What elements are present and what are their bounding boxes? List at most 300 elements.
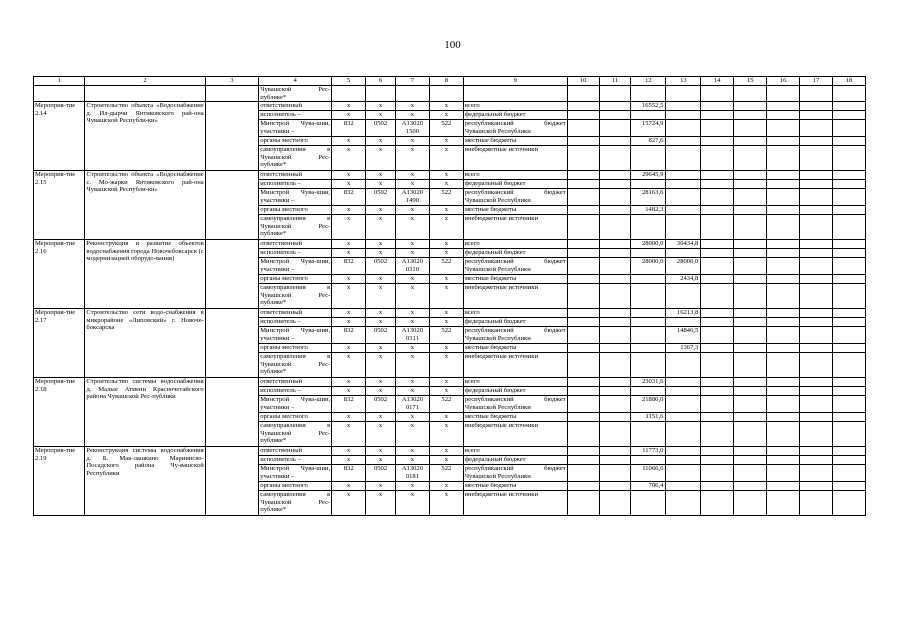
table-cell	[701, 482, 734, 491]
funding-source: внебюджетные источники	[463, 353, 567, 378]
table-row	[34, 378, 866, 387]
code-cell: x	[366, 275, 396, 284]
code-cell: 0502	[366, 465, 396, 482]
table-cell	[567, 189, 599, 206]
table-cell	[832, 120, 865, 137]
table-cell	[567, 482, 599, 491]
table-cell	[800, 240, 833, 249]
funding-source: всего	[463, 240, 567, 249]
code-cell: x	[332, 206, 366, 215]
amount-cell	[666, 146, 701, 171]
executor-cell: самоуправления в Чувашской Рес-публике*	[259, 215, 332, 240]
code-cell: x	[332, 284, 366, 309]
table-cell	[767, 275, 800, 284]
table-cell	[734, 206, 767, 215]
executor-cell: исполнитель –	[259, 318, 332, 327]
table-cell	[767, 180, 800, 189]
table-cell	[701, 491, 734, 516]
table-cell	[567, 353, 599, 378]
amount-cell	[666, 180, 701, 189]
table-cell	[567, 318, 599, 327]
amount-cell: 28000,0	[666, 258, 701, 275]
funding-source: всего	[463, 378, 567, 387]
code-cell: x	[332, 482, 366, 491]
table-cell	[599, 171, 631, 180]
amount-cell: 28163,6	[631, 189, 666, 206]
table-cell	[332, 86, 366, 102]
table-cell	[767, 146, 800, 171]
code-cell: x	[395, 447, 429, 456]
table-cell	[701, 447, 734, 456]
table-cell	[599, 284, 631, 309]
table-cell	[800, 86, 833, 102]
code-cell: x	[395, 240, 429, 249]
table-cell	[701, 189, 734, 206]
code-cell: x	[395, 344, 429, 353]
executor-cell: Минстрой Чува-шии, участники –	[260, 120, 331, 135]
column-number: 7	[395, 77, 429, 86]
code-cell: 832	[332, 327, 366, 344]
code-cell: x	[366, 378, 396, 387]
table-cell	[701, 378, 734, 387]
code-cell: 832	[332, 258, 366, 275]
table-cell	[767, 353, 800, 378]
table-cell	[599, 189, 631, 206]
event-name: Реконструкция системы водоснабжения д. Б. Мак-лашкино Мариинско-Посадского района Чу-вашской Республики	[85, 447, 205, 516]
code-cell: x	[332, 491, 366, 516]
table-cell	[767, 465, 800, 482]
column-number: 4	[259, 77, 332, 86]
table-row	[34, 309, 866, 318]
code-cell: А13020 0310	[395, 258, 429, 275]
code-cell: x	[395, 180, 429, 189]
code-cell: А13020 0181	[395, 465, 429, 482]
amount-cell	[631, 318, 666, 327]
table-cell	[767, 137, 800, 146]
amount-cell	[666, 353, 701, 378]
code-cell: x	[395, 413, 429, 422]
table-cell	[567, 284, 599, 309]
table-cell	[767, 482, 800, 491]
table-cell	[701, 180, 734, 189]
amount-cell	[631, 387, 666, 396]
amount-cell	[666, 465, 701, 482]
table-cell	[734, 171, 767, 180]
table-cell	[734, 309, 767, 318]
table-cell	[800, 456, 833, 465]
table-cell	[800, 171, 833, 180]
table-cell	[767, 491, 800, 516]
code-cell: 0502	[366, 120, 396, 137]
code-cell: x	[366, 456, 396, 465]
funding-source: местные бюджеты	[463, 206, 567, 215]
amount-cell	[666, 189, 701, 206]
table-cell	[701, 422, 734, 447]
table-cell	[800, 327, 833, 344]
code-cell: x	[366, 137, 396, 146]
table-cell	[567, 387, 599, 396]
code-cell: x	[366, 309, 396, 318]
table-cell	[832, 327, 865, 344]
amount-cell	[631, 249, 666, 258]
code-cell: x	[429, 240, 463, 249]
table-cell	[567, 249, 599, 258]
column-number-row	[34, 77, 866, 86]
code-cell: x	[366, 111, 396, 120]
code-cell: x	[366, 171, 396, 180]
code-cell: x	[429, 180, 463, 189]
code-cell: x	[429, 309, 463, 318]
funding-source: федеральный бюджет	[463, 180, 567, 189]
code-cell: x	[332, 102, 366, 111]
executor-cell: ответственный	[259, 240, 332, 249]
funding-source: федеральный бюджет	[463, 111, 567, 120]
table-cell	[567, 102, 599, 111]
code-cell: x	[429, 344, 463, 353]
amount-cell	[666, 378, 701, 387]
table-cell	[599, 86, 631, 102]
table-cell	[767, 249, 800, 258]
amount-cell	[631, 275, 666, 284]
table-cell	[800, 137, 833, 146]
table-cell	[701, 102, 734, 111]
amount-cell: 16552,5	[631, 102, 666, 111]
code-cell: 522	[429, 189, 463, 206]
amount-cell: 15724,9	[631, 120, 666, 137]
funding-source: всего	[463, 447, 567, 456]
table-cell	[800, 180, 833, 189]
table-cell	[599, 327, 631, 344]
page-number: 100	[444, 39, 461, 51]
code-cell: А13020 1500	[395, 120, 429, 137]
table-cell	[34, 86, 85, 102]
amount-cell	[666, 284, 701, 309]
amount-cell	[631, 215, 666, 240]
table-cell	[800, 102, 833, 111]
column-number: 3	[205, 77, 258, 86]
amount-cell: 827,6	[631, 137, 666, 146]
executor-cell: ответственный	[259, 378, 332, 387]
funding-source: внебюджетные источники	[463, 146, 567, 171]
event-name: Строительство системы водоснабжения д. Малые Атмени Красночетайского района Чувашской Рес-публики	[85, 378, 205, 447]
table-cell	[567, 344, 599, 353]
table-cell	[599, 309, 631, 318]
table-cell	[832, 137, 865, 146]
table-cell	[701, 344, 734, 353]
code-cell: x	[332, 309, 366, 318]
table-cell	[599, 206, 631, 215]
table-cell	[701, 240, 734, 249]
code-cell: x	[429, 422, 463, 447]
code-cell: x	[429, 206, 463, 215]
table-cell	[205, 240, 258, 309]
table-cell	[832, 309, 865, 318]
code-cell: 522	[429, 120, 463, 137]
table-cell	[85, 86, 205, 102]
table-cell	[832, 447, 865, 456]
table-cell	[800, 309, 833, 318]
code-cell: 832	[332, 465, 366, 482]
code-cell: x	[332, 353, 366, 378]
code-cell: 832	[332, 189, 366, 206]
code-cell: x	[395, 456, 429, 465]
table-cell	[599, 249, 631, 258]
table-cell	[734, 413, 767, 422]
table-cell	[567, 137, 599, 146]
amount-cell	[666, 422, 701, 447]
amount-cell	[666, 456, 701, 465]
table-cell	[832, 240, 865, 249]
code-cell: x	[332, 240, 366, 249]
table-cell	[701, 258, 734, 275]
amount-cell	[666, 171, 701, 180]
table-cell	[366, 86, 396, 102]
amount-cell	[631, 422, 666, 447]
table-cell	[599, 111, 631, 120]
table-cell	[599, 387, 631, 396]
table-cell	[832, 378, 865, 387]
code-cell: x	[366, 206, 396, 215]
table-cell	[701, 111, 734, 120]
table-cell	[767, 206, 800, 215]
amount-cell: 1482,3	[631, 206, 666, 215]
code-cell: x	[395, 171, 429, 180]
table-cell	[599, 102, 631, 111]
column-number: 11	[599, 77, 631, 86]
table-cell	[800, 482, 833, 491]
code-cell: x	[395, 275, 429, 284]
amount-cell	[666, 120, 701, 137]
executor-cell: самоуправления в Чувашской Рес-публике*	[259, 353, 332, 378]
table-cell	[701, 215, 734, 240]
table-cell	[767, 456, 800, 465]
amount-cell	[666, 137, 701, 146]
table-cell	[701, 86, 734, 102]
table-cell	[767, 396, 800, 413]
table-cell	[599, 456, 631, 465]
executor-cell: органы местного	[259, 137, 332, 146]
executor-cell: ответственный	[259, 309, 332, 318]
code-cell: x	[395, 102, 429, 111]
table-cell	[567, 258, 599, 275]
table-cell	[734, 189, 767, 206]
table-cell	[701, 275, 734, 284]
table-cell	[205, 309, 258, 378]
code-cell: x	[366, 422, 396, 447]
code-cell: x	[429, 318, 463, 327]
code-cell: x	[366, 240, 396, 249]
code-cell: 522	[429, 396, 463, 413]
table-cell	[599, 146, 631, 171]
table-cell	[567, 413, 599, 422]
code-cell: x	[429, 275, 463, 284]
code-cell: x	[366, 249, 396, 258]
table-cell	[767, 387, 800, 396]
code-cell: x	[429, 249, 463, 258]
code-cell: x	[429, 111, 463, 120]
table-cell	[734, 275, 767, 284]
table-cell	[767, 327, 800, 344]
code-cell: x	[429, 482, 463, 491]
executor-cell: исполнитель –	[259, 456, 332, 465]
code-cell: 832	[332, 120, 366, 137]
table-cell	[701, 206, 734, 215]
table-cell	[599, 353, 631, 378]
amount-cell: 11773,0	[631, 447, 666, 456]
code-cell: x	[366, 353, 396, 378]
table-cell	[734, 387, 767, 396]
code-cell: x	[332, 146, 366, 171]
table-cell	[567, 215, 599, 240]
table-cell	[832, 353, 865, 378]
table-cell	[767, 344, 800, 353]
executor-cell: органы местного	[259, 482, 332, 491]
table-cell	[832, 318, 865, 327]
column-number: 6	[366, 77, 396, 86]
table-cell	[734, 327, 767, 344]
funding-source: республиканский бюджет Чувашской Республики	[464, 327, 566, 342]
funding-source: внебюджетные источники	[463, 284, 567, 309]
table-cell	[599, 422, 631, 447]
code-cell: x	[395, 309, 429, 318]
code-cell: x	[366, 413, 396, 422]
code-cell: x	[332, 180, 366, 189]
code-cell: x	[395, 422, 429, 447]
executor-cell: Чувашской Рес-публике*	[260, 86, 331, 101]
table-cell	[832, 249, 865, 258]
funding-source: республиканский бюджет Чувашской Республики	[464, 258, 566, 273]
amount-cell: 21880,0	[631, 396, 666, 413]
amount-cell	[666, 482, 701, 491]
table-cell	[599, 180, 631, 189]
table-row	[34, 240, 866, 249]
table-cell	[567, 465, 599, 482]
table-cell	[800, 447, 833, 456]
table-cell	[832, 215, 865, 240]
table-cell	[767, 258, 800, 275]
table-cell	[599, 215, 631, 240]
funding-source: внебюджетные источники	[463, 491, 567, 516]
table-cell	[734, 240, 767, 249]
executor-cell: исполнитель –	[259, 249, 332, 258]
code-cell: x	[366, 102, 396, 111]
funding-source: федеральный бюджет	[463, 387, 567, 396]
table-cell	[599, 482, 631, 491]
code-cell: x	[366, 482, 396, 491]
table-cell	[832, 171, 865, 180]
code-cell: x	[366, 215, 396, 240]
executor-cell: Минстрой Чува-шии, участники –	[260, 465, 331, 480]
table-cell	[832, 344, 865, 353]
amount-cell: 14846,5	[666, 327, 701, 344]
table-cell	[567, 456, 599, 465]
table-cell	[800, 284, 833, 309]
funding-source: федеральный бюджет	[463, 318, 567, 327]
event-name: Реконструкция и развитие объектов водоснабжения города Новочебоксарск (с модернизацией оборудо-вания)	[85, 240, 205, 309]
table-cell	[800, 249, 833, 258]
table-row	[34, 447, 866, 456]
code-cell: x	[366, 387, 396, 396]
budget-table	[33, 76, 866, 516]
executor-cell: органы местного	[259, 206, 332, 215]
table-cell	[832, 387, 865, 396]
table-cell	[767, 284, 800, 309]
table-cell	[734, 249, 767, 258]
table-cell	[800, 258, 833, 275]
code-cell: x	[366, 447, 396, 456]
table-cell	[767, 447, 800, 456]
table-cell	[734, 258, 767, 275]
code-cell: x	[429, 378, 463, 387]
table-cell	[701, 396, 734, 413]
table-cell	[767, 378, 800, 387]
column-number: 8	[429, 77, 463, 86]
executor-cell: органы местного	[259, 413, 332, 422]
amount-cell	[631, 327, 666, 344]
table-cell	[832, 482, 865, 491]
table-cell	[567, 327, 599, 344]
table-row	[34, 171, 866, 180]
table-cell	[599, 491, 631, 516]
code-cell: x	[332, 378, 366, 387]
code-cell: x	[429, 387, 463, 396]
table-cell	[767, 215, 800, 240]
funding-source: республиканский бюджет Чувашской Республики	[464, 465, 566, 480]
column-number: 9	[463, 77, 567, 86]
column-number: 12	[631, 77, 666, 86]
table-cell	[767, 111, 800, 120]
table-cell	[767, 120, 800, 137]
code-cell: x	[395, 249, 429, 258]
code-cell: x	[395, 482, 429, 491]
amount-cell	[666, 491, 701, 516]
funding-source: внебюджетные источники	[463, 422, 567, 447]
table-cell	[631, 86, 666, 102]
amount-cell	[631, 353, 666, 378]
code-cell: x	[429, 215, 463, 240]
table-cell	[734, 344, 767, 353]
table-cell	[701, 249, 734, 258]
code-cell: x	[332, 249, 366, 258]
code-cell: x	[395, 146, 429, 171]
column-number: 15	[734, 77, 767, 86]
table-cell	[567, 146, 599, 171]
table-cell	[832, 189, 865, 206]
funding-source: местные бюджеты	[463, 482, 567, 491]
table-cell	[734, 180, 767, 189]
code-cell: x	[429, 284, 463, 309]
amount-cell	[631, 111, 666, 120]
amount-cell	[666, 206, 701, 215]
table-cell	[832, 86, 865, 102]
table-cell	[734, 284, 767, 309]
amount-cell	[666, 102, 701, 111]
table-cell	[800, 146, 833, 171]
table-cell	[800, 215, 833, 240]
code-cell: x	[366, 146, 396, 171]
table-cell	[832, 456, 865, 465]
event-name: Строительство объекта «Водоснабжение с. Мо-жарки Янтиковского рай-она Чувашской Республи-ки»	[85, 171, 205, 240]
column-number: 16	[767, 77, 800, 86]
amount-cell: 706,4	[631, 482, 666, 491]
amount-cell	[631, 491, 666, 516]
event-name: Строительство сети водо-снабжения в микрорайоне «Липовский» г. Новоче-боксарска	[85, 309, 205, 378]
column-number: 17	[800, 77, 833, 86]
table-cell	[599, 240, 631, 249]
table-cell	[567, 275, 599, 284]
funding-source: федеральный бюджет	[463, 249, 567, 258]
column-number: 2	[85, 77, 205, 86]
